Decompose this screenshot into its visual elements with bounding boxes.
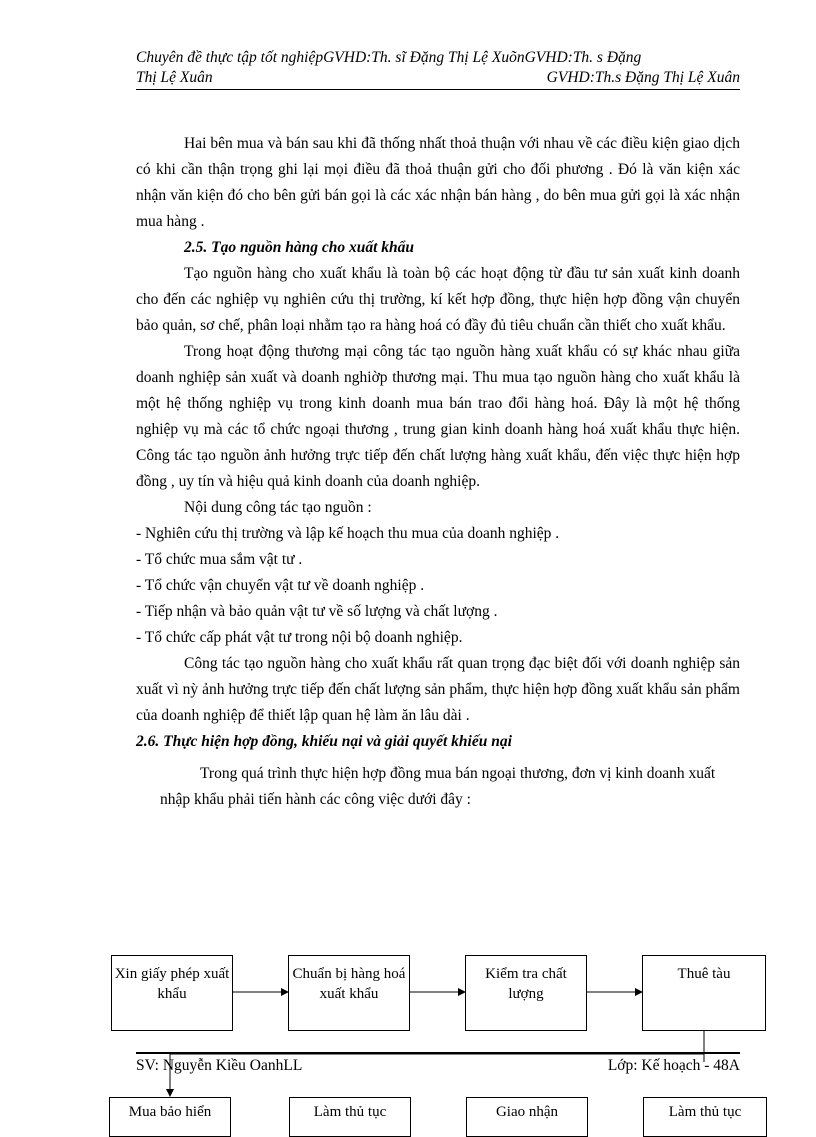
paragraph-sourcing-commerce: Trong hoạt động thương mại công tác tạo nguồn hàng xuất khẩu có sự khác nhau giữa doanh nghiệp sản xuất và doanh nghiờp thương mại. Thu mua tạo nguồn hàng cho xuất khẩu là một hệ thống nghiệp vụ trong kinh doanh mua bán trao đổi hàng hoá. Đây là một hệ thống nghiệp vụ mà các tổ chức ngoại thương , trung gian kinh doanh hàng hoá xuất khẩu thực hiện. Công tác tạo nguồn ảnh hưởng trực tiếp đến chất lượng hàng xuất khẩu, đến việc thực hiện hợp đồng , uy tín và hiệu quả kinh doanh của doanh nghiệp. xyxy=(136,343,740,490)
list-item: - Tổ chức mua sắm vật tư . xyxy=(136,551,303,568)
list-intro: Nội dung công tác tạo nguồn : xyxy=(184,499,372,516)
paragraph-confirmation: Hai bên mua và bán sau khi đã thống nhất thoả thuận với nhau về các điều kiện giao dịch có khi cần thận trọng ghi lại mọi điều đã thoả thuận gửi cho đối phương . Đó là văn kiện xác nhận văn kiện đó cho bên gửi bán gọi là các xác nhận bán hàng , do bên mua gửi gọi là xác nhận mua hàng . xyxy=(136,135,740,230)
heading-2-6: 2.6. Thực hiện hợp đồng, khiếu nại và giải quyết khiếu nại xyxy=(136,733,512,750)
flow-box-prepare-goods: Chuẩn bị hàng hoá xuất khẩu xyxy=(288,955,410,1031)
flow-box-procedures-1: Làm thủ tục xyxy=(289,1097,411,1137)
paragraph-sourcing-definition: Tạo nguồn hàng cho xuất khẩu là toàn bộ các hoạt động từ đầu tư sản xuất kinh doanh cho đến các nghiệp vụ nghiên cứu thị trường, kí kết hợp đồng, thực hiện hợp đồng vận chuyển bảo quản, sơ chế, phân loại nhằm tạo ra hàng hoá có đầy đủ tiêu chuẩn cần thiết cho xuất khẩu. xyxy=(136,265,740,334)
paragraph-sourcing-importance: Công tác tạo nguồn hàng cho xuất khẩu rất quan trọng đạc biệt đối với doanh nghiệp sản xuất vì nỳ ảnh hưởng trực tiếp đến chất lượng sản phẩm, thực hiện hợp đồng xuất khẩu sản phẩm của doanh nghiệp để thiết lập quan hệ làm ăn lâu dài . xyxy=(136,655,740,724)
footer-class: Lớp: Kế hoạch - 48A xyxy=(607,1057,740,1074)
flow-box-export-permit: Xin giấy phép xuất khẩu xyxy=(111,955,233,1031)
flow-box-quality-check: Kiểm tra chất lượng xyxy=(465,955,587,1031)
header-line1-text: Chuyên đề thực tập tốt nghiệpGVHD:Th. sĩ Đặng Thị Lệ XuõnGVHD:Th. s Đặng xyxy=(136,49,642,66)
paragraph-contract-execution: Trong quá trình thực hiện hợp đồng mua bán ngoại thương, đơn vị kinh doanh xuất nhập khẩu phải tiến hành các công việc dưới đây : xyxy=(160,765,716,808)
flow-box-buy-insurance: Mua bảo hiển xyxy=(109,1097,231,1137)
flow-box-procedures-2: Làm thủ tục xyxy=(643,1097,767,1137)
header-line2-left: Thị Lệ Xuân xyxy=(136,69,213,86)
list-item: - Tiếp nhận và bảo quản vật tư về số lượng và chất lượng . xyxy=(136,603,498,620)
header-line2-right: GVHD:Th.s Đặng Thị Lệ Xuân xyxy=(546,69,740,86)
list-item: - Tổ chức cấp phát vật tư trong nội bộ doanh nghiệp. xyxy=(136,629,463,646)
heading-2-5: 2.5. Tạo nguồn hàng cho xuất khẩu xyxy=(184,239,414,256)
list-item: - Tổ chức vận chuyển vật tư về doanh nghiệp . xyxy=(136,577,425,594)
footer-student: SV: Nguyễn Kiều OanhLL xyxy=(136,1057,303,1074)
page-footer xyxy=(136,1052,740,1075)
flow-box-delivery: Giao nhận xyxy=(466,1097,588,1137)
list-item: - Nghiên cứu thị trường và lập kế hoạch thu mua của doanh nghiệp . xyxy=(136,525,560,542)
flow-box-charter-ship: Thuê tàu xyxy=(642,955,766,1031)
